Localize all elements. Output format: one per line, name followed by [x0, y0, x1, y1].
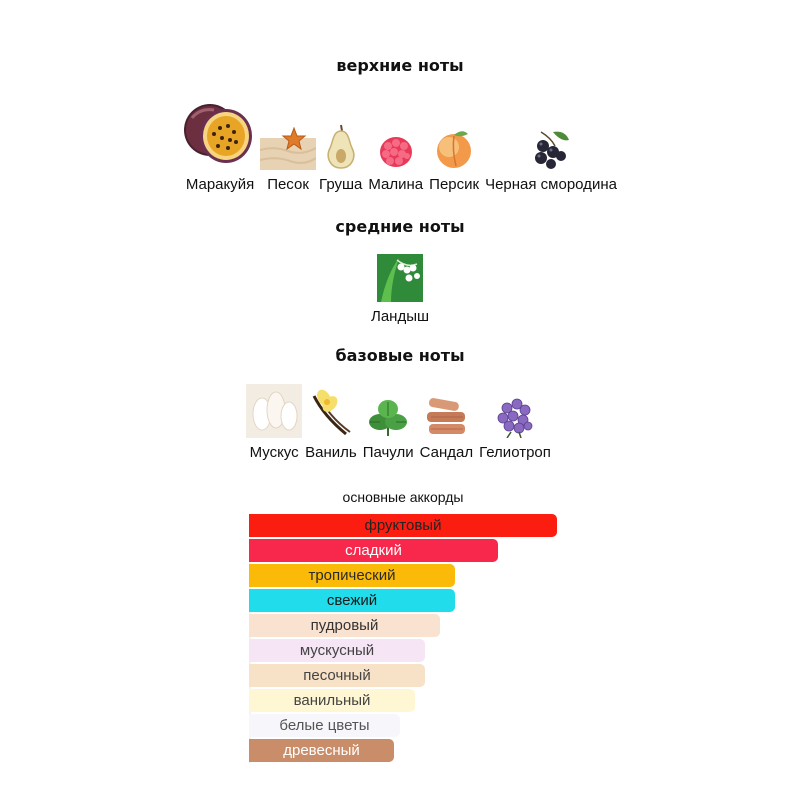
base-notes-title: базовые ноты: [335, 346, 465, 365]
note-label: Гелиотроп: [479, 444, 551, 461]
vanilla-icon: [306, 386, 356, 438]
note-sandalwood[interactable]: [417, 396, 476, 461]
note-label: Маракуйя: [185, 176, 255, 193]
note-vanilla[interactable]: [302, 386, 360, 461]
note-pear[interactable]: [316, 122, 365, 193]
pear-icon: [321, 122, 361, 170]
note-patchouli[interactable]: [360, 396, 417, 461]
note-label: Ландыш: [370, 308, 430, 325]
note-label: Песок: [267, 176, 309, 193]
note-label: Сандал: [419, 444, 474, 461]
accords-title: основные аккорды: [342, 489, 464, 505]
note-passion-fruit[interactable]: [180, 98, 260, 193]
note-lily-of-the-valley[interactable]: [368, 254, 432, 325]
base-notes-row: [0, 384, 800, 461]
note-label: Груша: [319, 176, 363, 193]
note-heliotrope[interactable]: [476, 396, 554, 461]
note-peach[interactable]: [426, 128, 482, 193]
accord-bar: песочный: [249, 664, 425, 687]
middle-notes-row: [0, 254, 800, 325]
accord-bar: ванильный: [249, 689, 415, 712]
note-musk[interactable]: [246, 384, 302, 461]
accord-bar: пудровый: [249, 614, 440, 637]
note-label: Ваниль: [305, 444, 357, 461]
patchouli-icon: [366, 396, 410, 438]
note-label: Малина: [368, 176, 424, 193]
middle-notes-title: средние ноты: [335, 217, 465, 236]
accords-chart: [249, 514, 569, 764]
note-blackcurrant[interactable]: [482, 128, 620, 193]
top-notes-row: [0, 98, 800, 193]
sand-starfish-icon: [260, 120, 316, 170]
note-label: Черная смородина: [485, 176, 617, 193]
raspberry-icon: [375, 130, 417, 170]
heliotrope-icon: [493, 396, 537, 438]
accord-bar: мускусный: [249, 639, 425, 662]
note-label: Мускус: [249, 444, 299, 461]
note-label: Персик: [429, 176, 480, 193]
musk-icon: [246, 384, 302, 438]
lily-of-the-valley-icon: [377, 254, 423, 302]
peach-icon: [432, 128, 476, 170]
note-raspberry[interactable]: [365, 130, 426, 193]
accord-bar: сладкий: [249, 539, 498, 562]
accord-bar: белые цветы: [249, 714, 400, 737]
passion-fruit-icon: [180, 98, 260, 170]
sandalwood-icon: [423, 396, 469, 438]
note-sand[interactable]: [260, 120, 316, 193]
accord-bar: тропический: [249, 564, 455, 587]
accord-bar: свежий: [249, 589, 455, 612]
top-notes-title: верхние ноты: [336, 56, 464, 75]
accord-bar: фруктовый: [249, 514, 557, 537]
blackcurrant-icon: [527, 128, 575, 170]
note-label: Пачули: [362, 444, 414, 461]
accord-bar: древесный: [249, 739, 394, 762]
